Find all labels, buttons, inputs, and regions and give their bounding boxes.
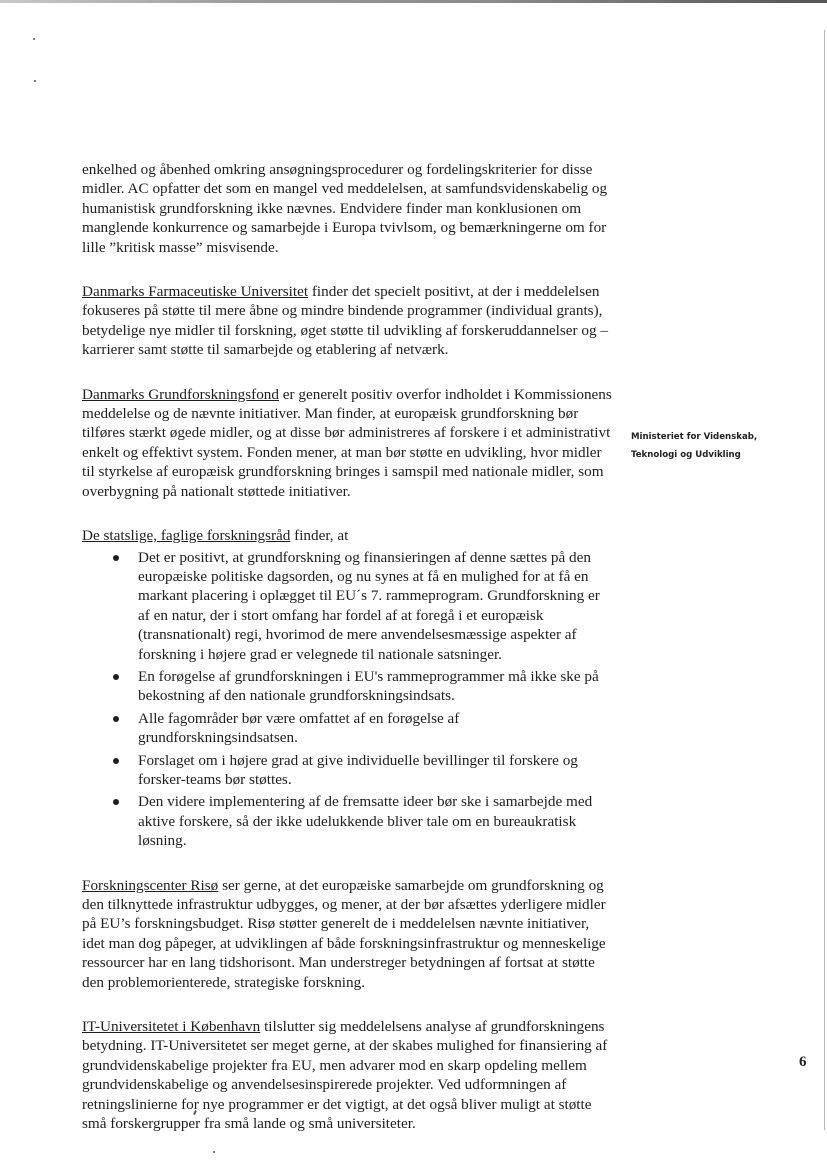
section-text: finder, at	[290, 527, 349, 545]
scan-top-edge	[0, 0, 827, 3]
scan-speck	[34, 80, 36, 82]
sidebar-line: Teknologi og Udvikling	[631, 450, 741, 460]
section-text: er generelt positiv overfor indholdet i Kommissionens meddelelse og de nævnte initiativer. Man finder, at europæisk grundforskning bør tilføres stærkt øgede midler, og at disse bør administreres af forskere i et administrativt enkelt og effektivt system. Fonden mener, at man bør støtte en udvikling, hvor midler til styrkelse af europæisk grundforskning bringes i samspil med nationale midler, som overbygning på nationalt støttede initiativer.	[82, 385, 612, 500]
bullet-item: Den videre implementering af de fremsatte ideer bør ske i samarbejde med aktive forskere, så der ikke udelukkende bliver tale om en bureaukratisk løsning.	[82, 792, 612, 850]
page-number: 6	[799, 1054, 807, 1070]
bullet-icon	[113, 758, 119, 764]
section-paragraph	[82, 385, 612, 501]
bullet-icon	[113, 716, 119, 722]
section-paragraph	[82, 876, 612, 992]
ministry-sidebar-label	[631, 428, 791, 464]
bullet-icon	[113, 555, 119, 561]
section-paragraph	[82, 1017, 612, 1133]
intro-paragraph: enkelhed og åbenhed omkring ansøgningsprocedurer og fordelingskriterier for disse midler. AC opfatter det som en mangel ved meddelelsen, at samfundsvidenskabelig og humanistisk grundforskning ikke nævnes. Endvidere finder man konklusionen om manglende konkurrence og samarbejde i Europa tvivlsom, og bemærkningerne om for lille ”kritisk masse” misvisende.	[82, 161, 608, 256]
bullet-item: Forslaget om i højere grad at give individuelle bevillinger til forskere og forsker-teams bør støttes.	[82, 751, 612, 790]
organization-name: Danmarks Grundforskningsfond	[82, 385, 279, 403]
bullet-list	[82, 548, 612, 851]
scan-speck	[33, 38, 35, 40]
section-text: ser gerne, at det europæiske samarbejde om grundforskning og den tilknyttede infrastruktur udbygges, og mener, at der bør afsættes yderligere midler på EU’s forskningsbudget. Risø støtter generelt de i meddelelsen nævnte initiativer, idet man dog påpeger, at udviklingen af både forskningsinfrastruktur og menneskelige ressourcer har en lang tidshorisont. Man understreger betydningen af fortsat at støtte den problemorienterede, strategiske forskning.	[82, 876, 606, 991]
organization-name: Forskningscenter Risø	[82, 876, 219, 894]
scan-right-edge	[824, 30, 825, 1130]
bullet-icon	[113, 799, 119, 805]
bullet-item: Det er positivt, at grundforskning og finansieringen af denne sættes på den europæiske politiske dagsorden, og nu synes at få en mulighed for at få en markant placering i oplægget til EU´s 7. rammeprogram. Grundforskning er af en natur, der i stort omfang har fordel af at foregå i et europæisk (transnationalt) regi, hvorimod de mere anvendelsesmæssige aspekter af forskning i højere grad er velegnede til nationale satsninger.	[82, 548, 612, 664]
organization-name: IT-Universitetet i København	[82, 1018, 261, 1036]
bullet-item: Alle fagområder bør være omfattet af en forøgelse af grundforskningsindsatsen.	[82, 709, 612, 748]
bullet-icon	[113, 674, 119, 680]
section-text: tilslutter sig meddelelsens analyse af grundforskningens betydning. IT-Universitetet ser meget gerne, at der skabes mulighed for finansiering af grundvidenskabelige projekter fra EU, men advarer mod en skarp opdeling mellem grundvidenskabelige og anvendelsesinspirerede projekter. Ved udformningen af retningslinierne for nye programmer er det vigtigt, at det også bliver muligt at støtte små forskergrupper fra små lande og små universiteter.	[82, 1018, 608, 1133]
bullet-item: En forøgelse af grundforskningen i EU's rammeprogrammer må ikke ske på bekostning af den nationale grundforskningsindsats.	[82, 667, 612, 706]
document-body	[82, 160, 612, 1158]
organization-name: De statslige, faglige forskningsråd	[82, 527, 291, 545]
sidebar-line: Ministeriet for Videnskab,	[631, 432, 758, 442]
section-paragraph	[82, 526, 612, 851]
organization-name: Danmarks Farmaceutiske Universitet	[82, 283, 309, 301]
section-text: finder det specielt positivt, at der i meddelelsen fokuseres på støtte til mere åbne og mindre bindende programmer (individual grants), betydelige nye midler til forskning, øget støtte til udvikling af forskeruddannelser og –karrierer samt støtte til samarbejde og etablering af netværk.	[82, 283, 608, 359]
section-paragraph	[82, 282, 612, 360]
